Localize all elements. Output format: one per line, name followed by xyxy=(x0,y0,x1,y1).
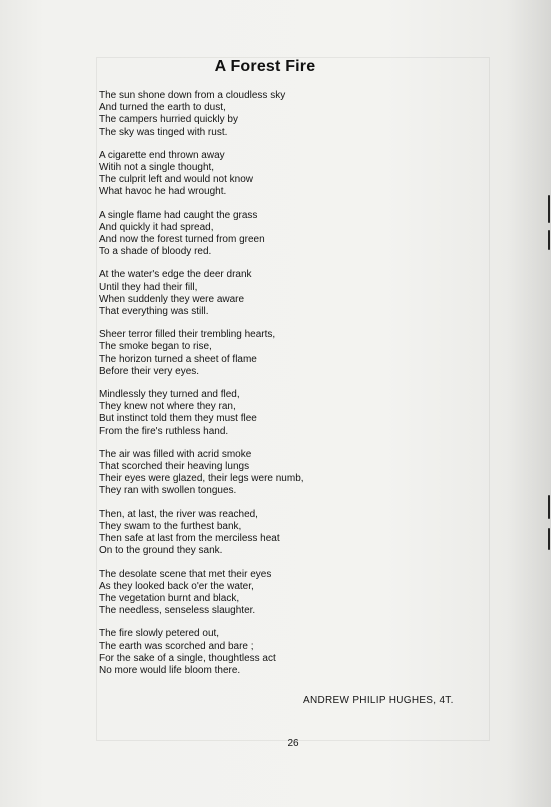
stanza xyxy=(99,90,399,139)
author-byline: ANDREW PHILIP HUGHES, 4T. xyxy=(303,695,454,706)
stanza xyxy=(99,569,399,618)
poem-line: From the fire's ruthless hand. xyxy=(99,425,229,437)
binding-staple-mark xyxy=(548,495,550,519)
poem-title: A Forest Fire xyxy=(214,58,316,75)
poem-line: The campers hurried quickly by xyxy=(99,114,238,126)
poem-line: And turned the earth to dust, xyxy=(99,102,226,114)
binding-staple-mark xyxy=(548,230,550,250)
page-number: 26 xyxy=(287,738,299,749)
poem-line: Sheer terror filled their trembling hearts, xyxy=(99,329,276,341)
poem-line: The fire slowly petered out, xyxy=(99,628,220,640)
poem-line: At the water's edge the deer drank xyxy=(99,269,252,281)
poem-line: Mindlessly they turned and fled, xyxy=(99,389,240,401)
poem-line: But instinct told them they must flee xyxy=(99,413,257,425)
poem-line: They knew not where they ran, xyxy=(99,401,236,413)
poem-line: They ran with swollen tongues. xyxy=(99,485,237,497)
binding-staple-mark xyxy=(548,195,550,223)
poem-line: Their eyes were glazed, their legs were numb, xyxy=(99,473,304,485)
stanza xyxy=(99,389,399,438)
poem-line: Witih not a single thought, xyxy=(99,162,215,174)
poem-line: The vegetation burnt and black, xyxy=(99,592,240,604)
poem-line: What havoc he had wrought. xyxy=(99,186,227,198)
stanza xyxy=(99,329,399,378)
binding-staple-mark xyxy=(548,528,550,550)
poem-line: A single flame had caught the grass xyxy=(99,209,258,221)
poem-line: That scorched their heaving lungs xyxy=(99,461,250,473)
poem-line: The needless, senseless slaughter. xyxy=(99,605,256,617)
stanza xyxy=(99,210,399,259)
poem-line: When suddenly they were aware xyxy=(99,293,245,305)
poem-line: Then safe at last from the merciless heat xyxy=(99,533,280,545)
poem-line: A cigarette end thrown away xyxy=(99,149,225,161)
poem-line: Until they had their fill, xyxy=(99,281,198,293)
poem-line: No more would life bloom there. xyxy=(99,664,241,676)
poem-line: To a shade of bloody red. xyxy=(99,246,212,258)
poem-line: The earth was scorched and bare ; xyxy=(99,640,254,652)
poem-line: And now the forest turned from green xyxy=(99,234,265,246)
poem-line: The smoke began to rise, xyxy=(99,341,212,353)
poem-line: The culprit left and would not know xyxy=(99,174,253,186)
stanza xyxy=(99,509,399,558)
poem-line: The sky was tinged with rust. xyxy=(99,126,228,138)
poem-line: The sun shone down from a cloudless sky xyxy=(99,90,286,101)
poem-line: They swam to the furthest bank, xyxy=(99,520,242,532)
poem-body xyxy=(99,90,399,688)
poem-line: The desolate scene that met their eyes xyxy=(99,568,272,580)
poem-line: On to the ground they sank. xyxy=(99,545,223,557)
poem-line: As they looked back o'er the water, xyxy=(99,580,254,592)
poem-line: The air was filled with acrid smoke xyxy=(99,448,252,460)
poem-line: For the sake of a single, thoughtless act xyxy=(99,652,276,664)
poem-line: That everything was still. xyxy=(99,306,209,318)
stanza xyxy=(99,449,399,498)
stanza xyxy=(99,269,399,318)
poem-line: The horizon turned a sheet of flame xyxy=(99,353,257,365)
poem-line: Then, at last, the river was reached, xyxy=(99,508,258,520)
stanza xyxy=(99,628,399,677)
poem-line: And quickly it had spread, xyxy=(99,221,214,233)
poem-line: Before their very eyes. xyxy=(99,365,200,377)
stanza xyxy=(99,150,399,199)
